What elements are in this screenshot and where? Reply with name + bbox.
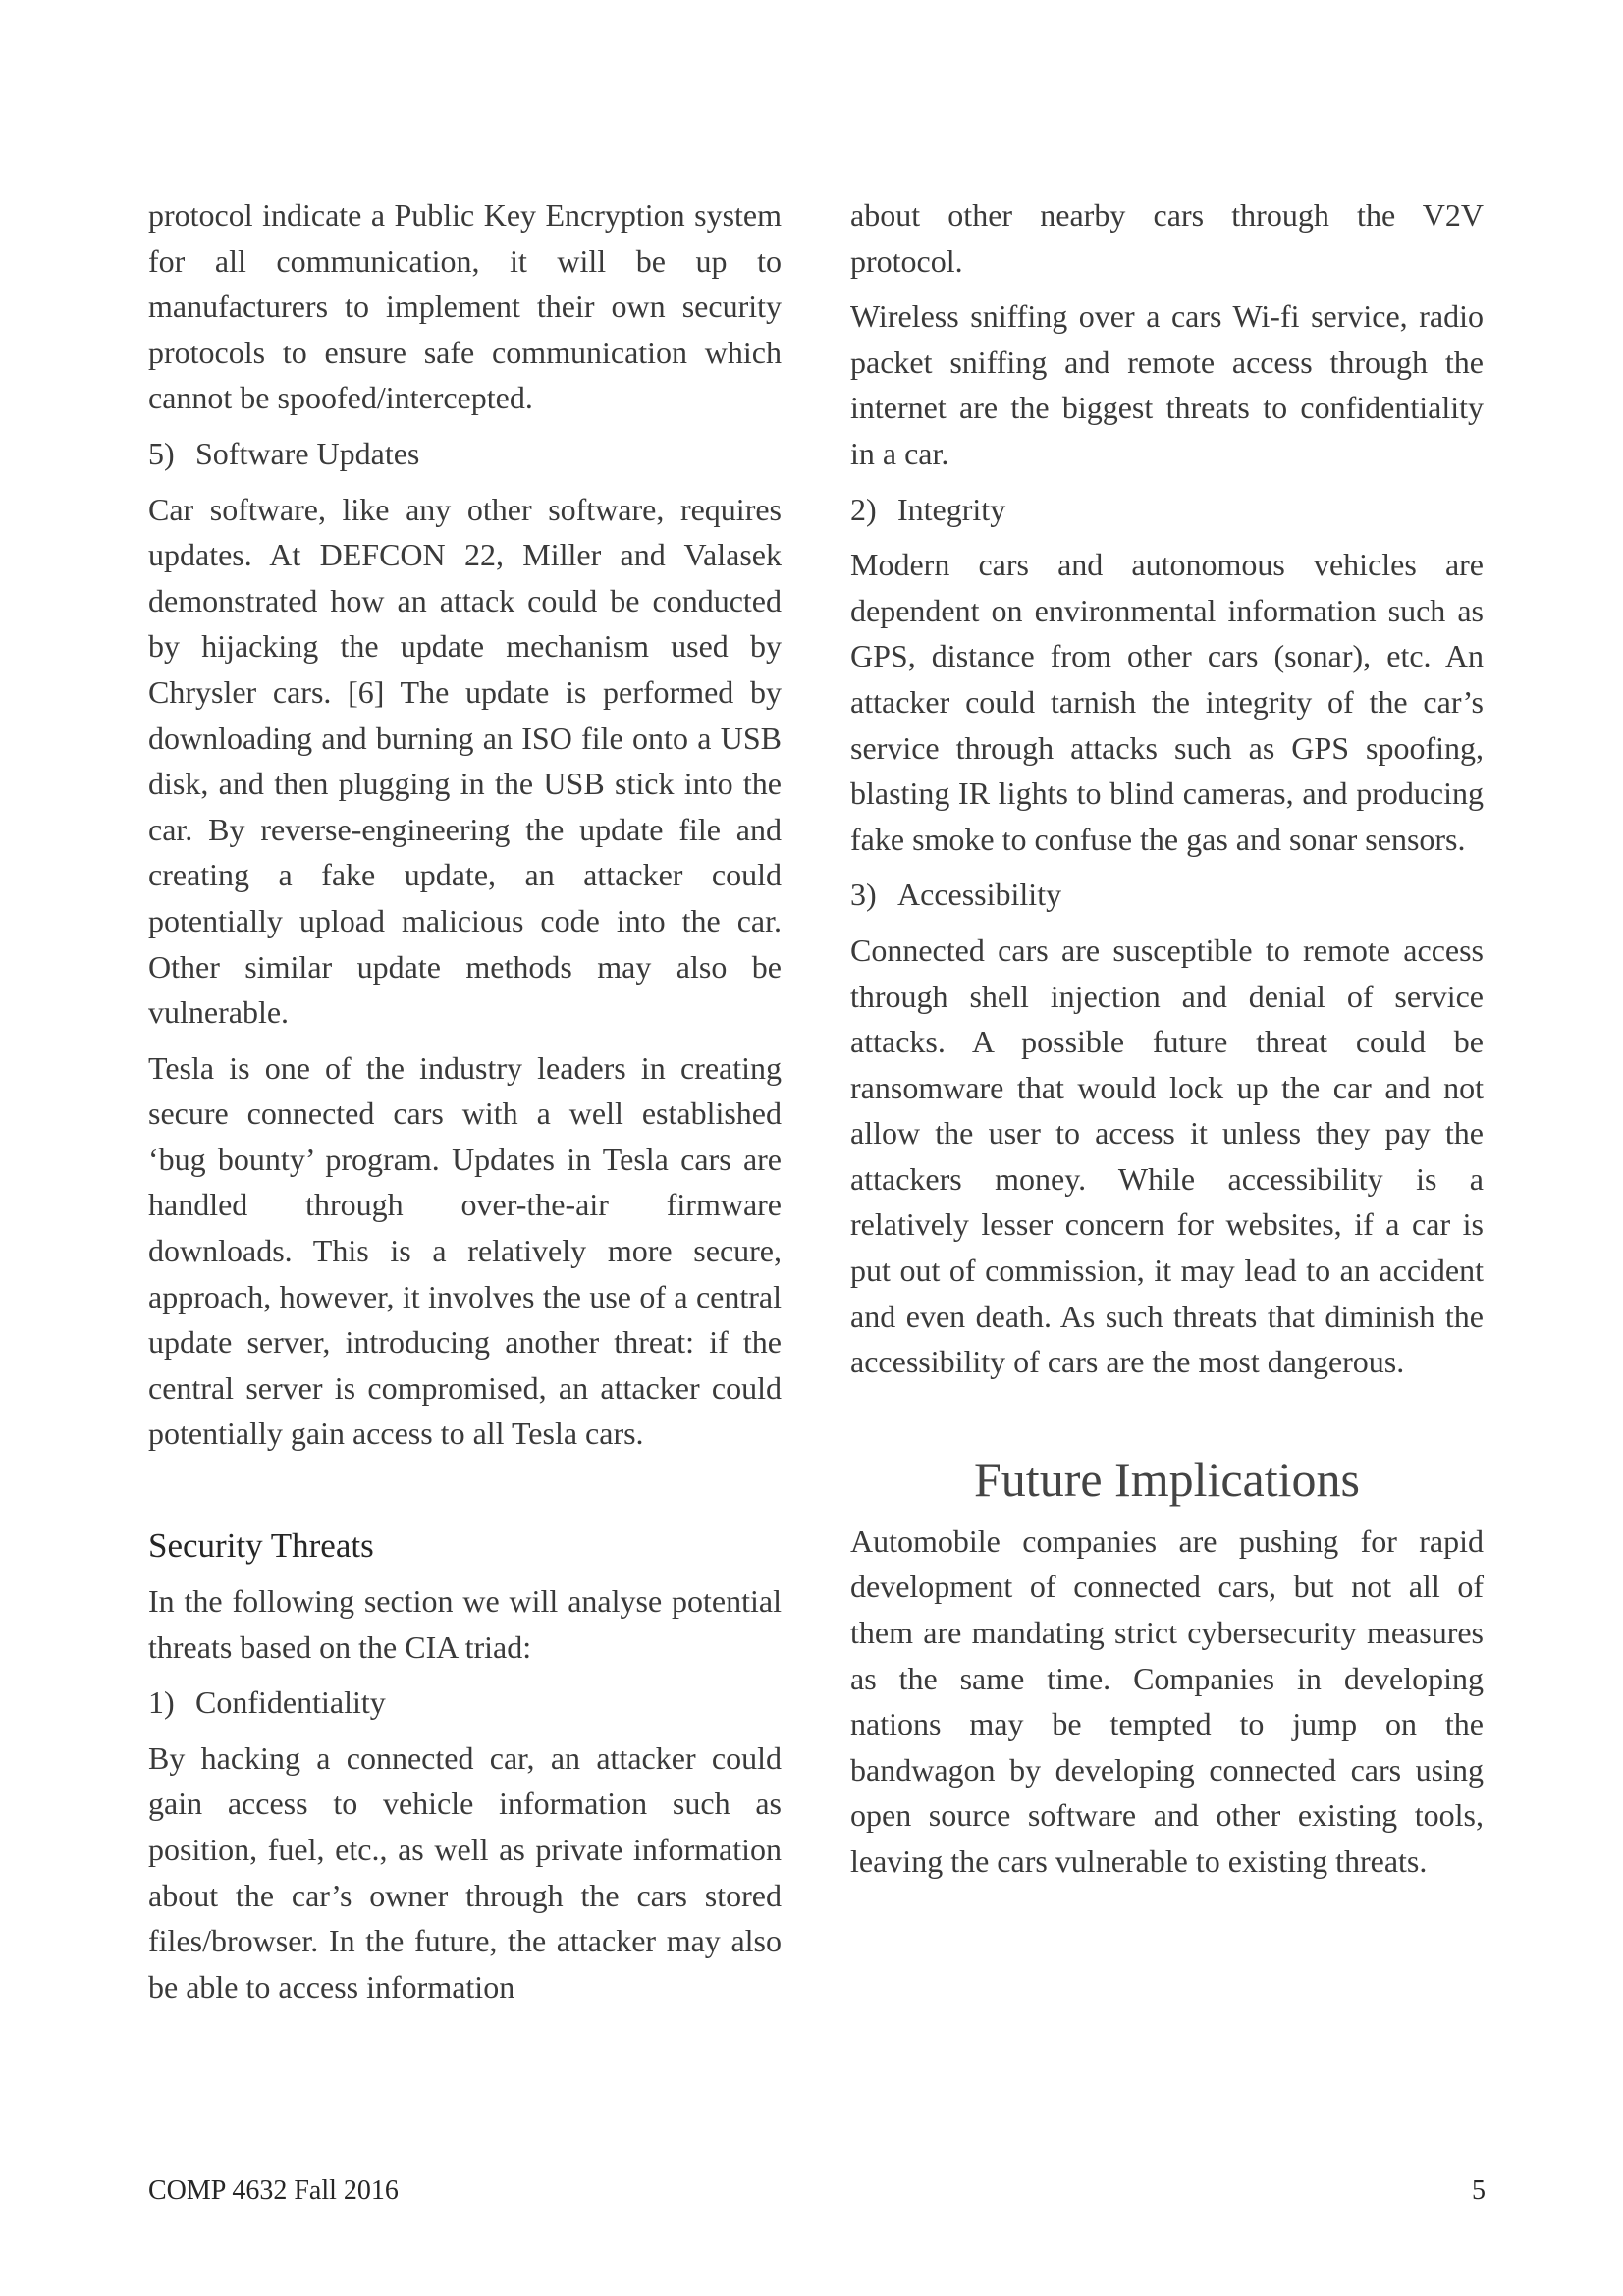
paragraph-accessibility: Connected cars are susceptible to remote access through shell injection and denial of service attacks. A possible future threat could be ransomware that would lock up the car and not allow the user to access it unless they pay the attackers money. While accessibility is a relatively lesser concern for websites, if a car is put out of commission, it may lead to an accident and even death. As such threats that diminish the accessibility of cars are the most dangerous. [850, 932, 1484, 1380]
list-item-label: Software Updates [195, 435, 420, 471]
footer-page-number: 5 [1472, 2175, 1486, 2206]
paragraph-wireless: Wireless sniffing over a cars Wi-fi service, radio packet sniffing and remote access through the internet are the biggest threats to confidentiality in a car. [850, 298, 1484, 471]
paragraph-cia-intro: In the following section we will analyse potential threats based on the CIA triad: [148, 1583, 782, 1665]
paragraph-protocol: protocol indicate a Public Key Encryption system for all communication, it will be up to manufacturers to implement their own security protocols to ensure safe communication which cannot be spoofed/intercepted. [148, 197, 782, 416]
section-heading-security-threats: Security Threats [148, 1526, 374, 1566]
list-item-integrity [850, 487, 1484, 533]
list-item-label: Confidentiality [195, 1684, 386, 1721]
list-item-label: Integrity [897, 491, 1006, 527]
paragraph-tesla: Tesla is one of the industry leaders in creating secure connected cars with a well established ‘bug bounty’ program. Updates in Tesla cars are handled through over-the-air firmware downloads. This is a relatively more secure, approach, however, it involves the use of a central update server, introducing another threat: if the central server is compromised, an attacker could potentially gain access to all Tesla cars. [148, 1049, 782, 1452]
paragraph-software-updates: Car software, like any other software, requires updates. At DEFCON 22, Miller and Valasek demonstrated how an attack could be conducted by hijacking the update mechanism used by Chrysler cars. [6] The update is performed by downloading and burning an ISO file onto a USB disk, and then plugging in the USB stick into the car. By reverse-engineering the update file and creating a fake update, an attacker could potentially upload malicious code into the car. Other similar update methods may also be vulnerable. [148, 491, 782, 1031]
list-item-number: 5) [148, 435, 175, 471]
paragraph-confidentiality: By hacking a connected car, an attacker could gain access to vehicle information such as position, fuel, etc., as well as private information about the car’s owner through the cars stored files/browser. In the future, the attacker may also be able to access information [148, 1739, 782, 2004]
list-item-number: 3) [850, 877, 877, 913]
paragraph-future: Automobile companies are pushing for rapid development of connected cars, but not all of them are mandating strict cybersecurity measures as the same time. Companies in developing nations may be tempted to jump on the bandwagon by developing connected cars using open source software and other existing tools, leaving the cars vulnerable to existing threats. [850, 1522, 1484, 1879]
list-item-number: 2) [850, 491, 877, 527]
list-item-number: 1) [148, 1684, 175, 1721]
left-column [148, 192, 782, 2019]
list-item-confidentiality [148, 1680, 782, 1726]
list-item-accessibility [850, 872, 1484, 918]
paragraph-v2v: about other nearby cars through the V2V protocol. [850, 197, 1484, 279]
list-item-label: Accessibility [897, 877, 1062, 913]
paragraph-integrity: Modern cars and autonomous vehicles are dependent on environmental information such as GPS, distance from other cars (sonar), etc. An attacker could tarnish the integrity of the car’s service through attacks such as GPS spoofing, blasting IR lights to blind cameras, and producing fake smoke to confuse the gas and sonar sensors. [850, 547, 1484, 857]
section-heading-future-implications: Future Implications [974, 1451, 1360, 1507]
list-item-software-updates [148, 431, 782, 477]
footer-course: COMP 4632 Fall 2016 [148, 2175, 399, 2206]
right-column [850, 192, 1484, 1895]
